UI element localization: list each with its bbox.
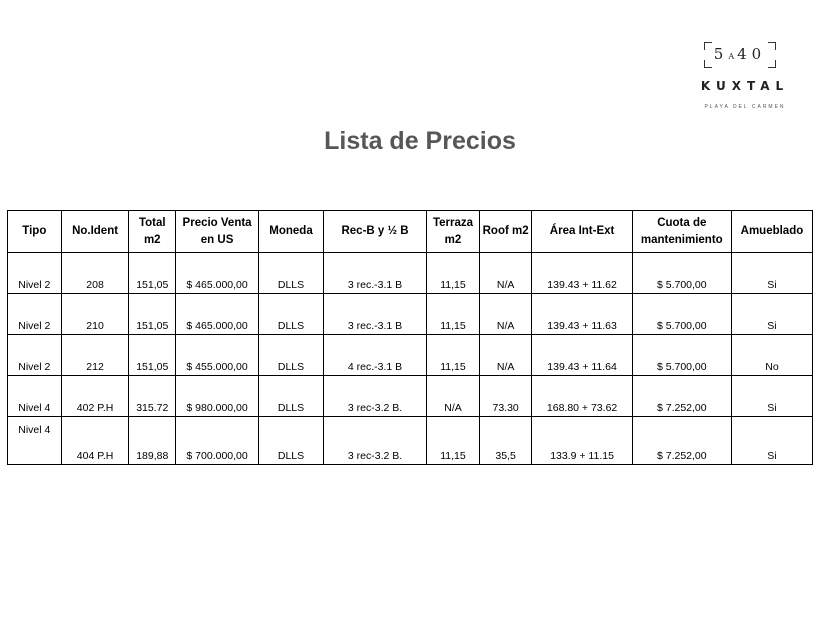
header-total-m2: Total m2	[129, 211, 176, 253]
cell-no-ident: 404 P.H	[61, 417, 129, 465]
cell-moneda: DLLS	[259, 294, 324, 335]
cell-area: 139.43 + 11.62	[532, 253, 632, 294]
cell-tipo: Nivel 2	[8, 335, 62, 376]
header-precio-venta: Precio Venta en US	[176, 211, 259, 253]
cell-amueblado: Si	[731, 417, 812, 465]
cell-precio: $ 980.000,00	[176, 376, 259, 417]
cell-total-m2: 315.72	[129, 376, 176, 417]
cell-roof: 73.30	[479, 376, 532, 417]
cell-total-m2: 151,05	[129, 253, 176, 294]
cell-cuota: $ 5.700,00	[632, 294, 731, 335]
cell-amueblado: Si	[731, 294, 812, 335]
page-title: Lista de Precios	[324, 127, 516, 155]
cell-total-m2: 151,05	[129, 335, 176, 376]
header-roof: Roof m2	[479, 211, 532, 253]
cell-terraza: 11,15	[427, 253, 480, 294]
cell-rec-b: 4 rec.-3.1 B	[323, 335, 426, 376]
cell-precio: $ 700.000,00	[176, 417, 259, 465]
header-terraza: Terraza m2	[427, 211, 480, 253]
table-row	[8, 417, 813, 465]
cell-moneda: DLLS	[259, 253, 324, 294]
cell-moneda: DLLS	[259, 376, 324, 417]
cell-roof: N/A	[479, 335, 532, 376]
cell-cuota: $ 7.252,00	[632, 417, 731, 465]
cell-precio: $ 465.000,00	[176, 253, 259, 294]
table-row	[8, 376, 813, 417]
cell-precio: $ 465.000,00	[176, 294, 259, 335]
header-amueblado: Amueblado	[731, 211, 812, 253]
cell-cuota: $ 5.700,00	[632, 335, 731, 376]
brand-logo	[690, 38, 800, 118]
cell-amueblado: Si	[731, 253, 812, 294]
cell-area: 139.43 + 11.63	[532, 294, 632, 335]
cell-tipo: Nivel 2	[8, 294, 62, 335]
table-header-row	[8, 211, 813, 253]
brand-name: KUXTAL	[700, 79, 790, 93]
logo-separator: A	[728, 52, 738, 61]
cell-total-m2: 189,88	[129, 417, 176, 465]
cell-tipo: Nivel 4	[8, 376, 62, 417]
brand-location: PLAYA DEL CARMEN	[704, 104, 786, 110]
cell-rec-b: 3 rec-3.2 B.	[323, 417, 426, 465]
cell-rec-b: 3 rec.-3.1 B	[323, 294, 426, 335]
cell-area: 139.43 + 11.64	[532, 335, 632, 376]
header-area-int-ext: Área Int-Ext	[532, 211, 632, 253]
header-no-ident: No.Ident	[61, 211, 129, 253]
cell-no-ident: 212	[61, 335, 129, 376]
logo-frame	[704, 42, 776, 68]
cell-terraza: 11,15	[427, 417, 480, 465]
cell-total-m2: 151,05	[129, 294, 176, 335]
cell-moneda: DLLS	[259, 335, 324, 376]
header-rec-b: Rec-B y ½ B	[323, 211, 426, 253]
header-cuota: Cuota de mantenimiento	[632, 211, 731, 253]
price-table	[7, 210, 813, 465]
cell-roof: 35,5	[479, 417, 532, 465]
cell-terraza: 11,15	[427, 294, 480, 335]
cell-tipo: Nivel 4	[8, 417, 62, 465]
cell-moneda: DLLS	[259, 417, 324, 465]
cell-area: 133.9 + 11.15	[532, 417, 632, 465]
cell-amueblado: No	[731, 335, 812, 376]
cell-tipo: Nivel 2	[8, 253, 62, 294]
cell-rec-b: 3 rec.-3.1 B	[323, 253, 426, 294]
cell-rec-b: 3 rec-3.2 B.	[323, 376, 426, 417]
cell-terraza: N/A	[427, 376, 480, 417]
table-row	[8, 294, 813, 335]
cell-roof: N/A	[479, 253, 532, 294]
cell-cuota: $ 5.700,00	[632, 253, 731, 294]
cell-cuota: $ 7.252,00	[632, 376, 731, 417]
header-tipo: Tipo	[8, 211, 62, 253]
cell-no-ident: 210	[61, 294, 129, 335]
cell-roof: N/A	[479, 294, 532, 335]
logo-number: 5A40	[713, 45, 767, 63]
cell-no-ident: 402 P.H	[61, 376, 129, 417]
cell-precio: $ 455.000,00	[176, 335, 259, 376]
table-row	[8, 253, 813, 294]
cell-area: 168.80 + 73.62	[532, 376, 632, 417]
cell-no-ident: 208	[61, 253, 129, 294]
header-moneda: Moneda	[259, 211, 324, 253]
cell-terraza: 11,15	[427, 335, 480, 376]
cell-amueblado: Si	[731, 376, 812, 417]
table-row	[8, 335, 813, 376]
